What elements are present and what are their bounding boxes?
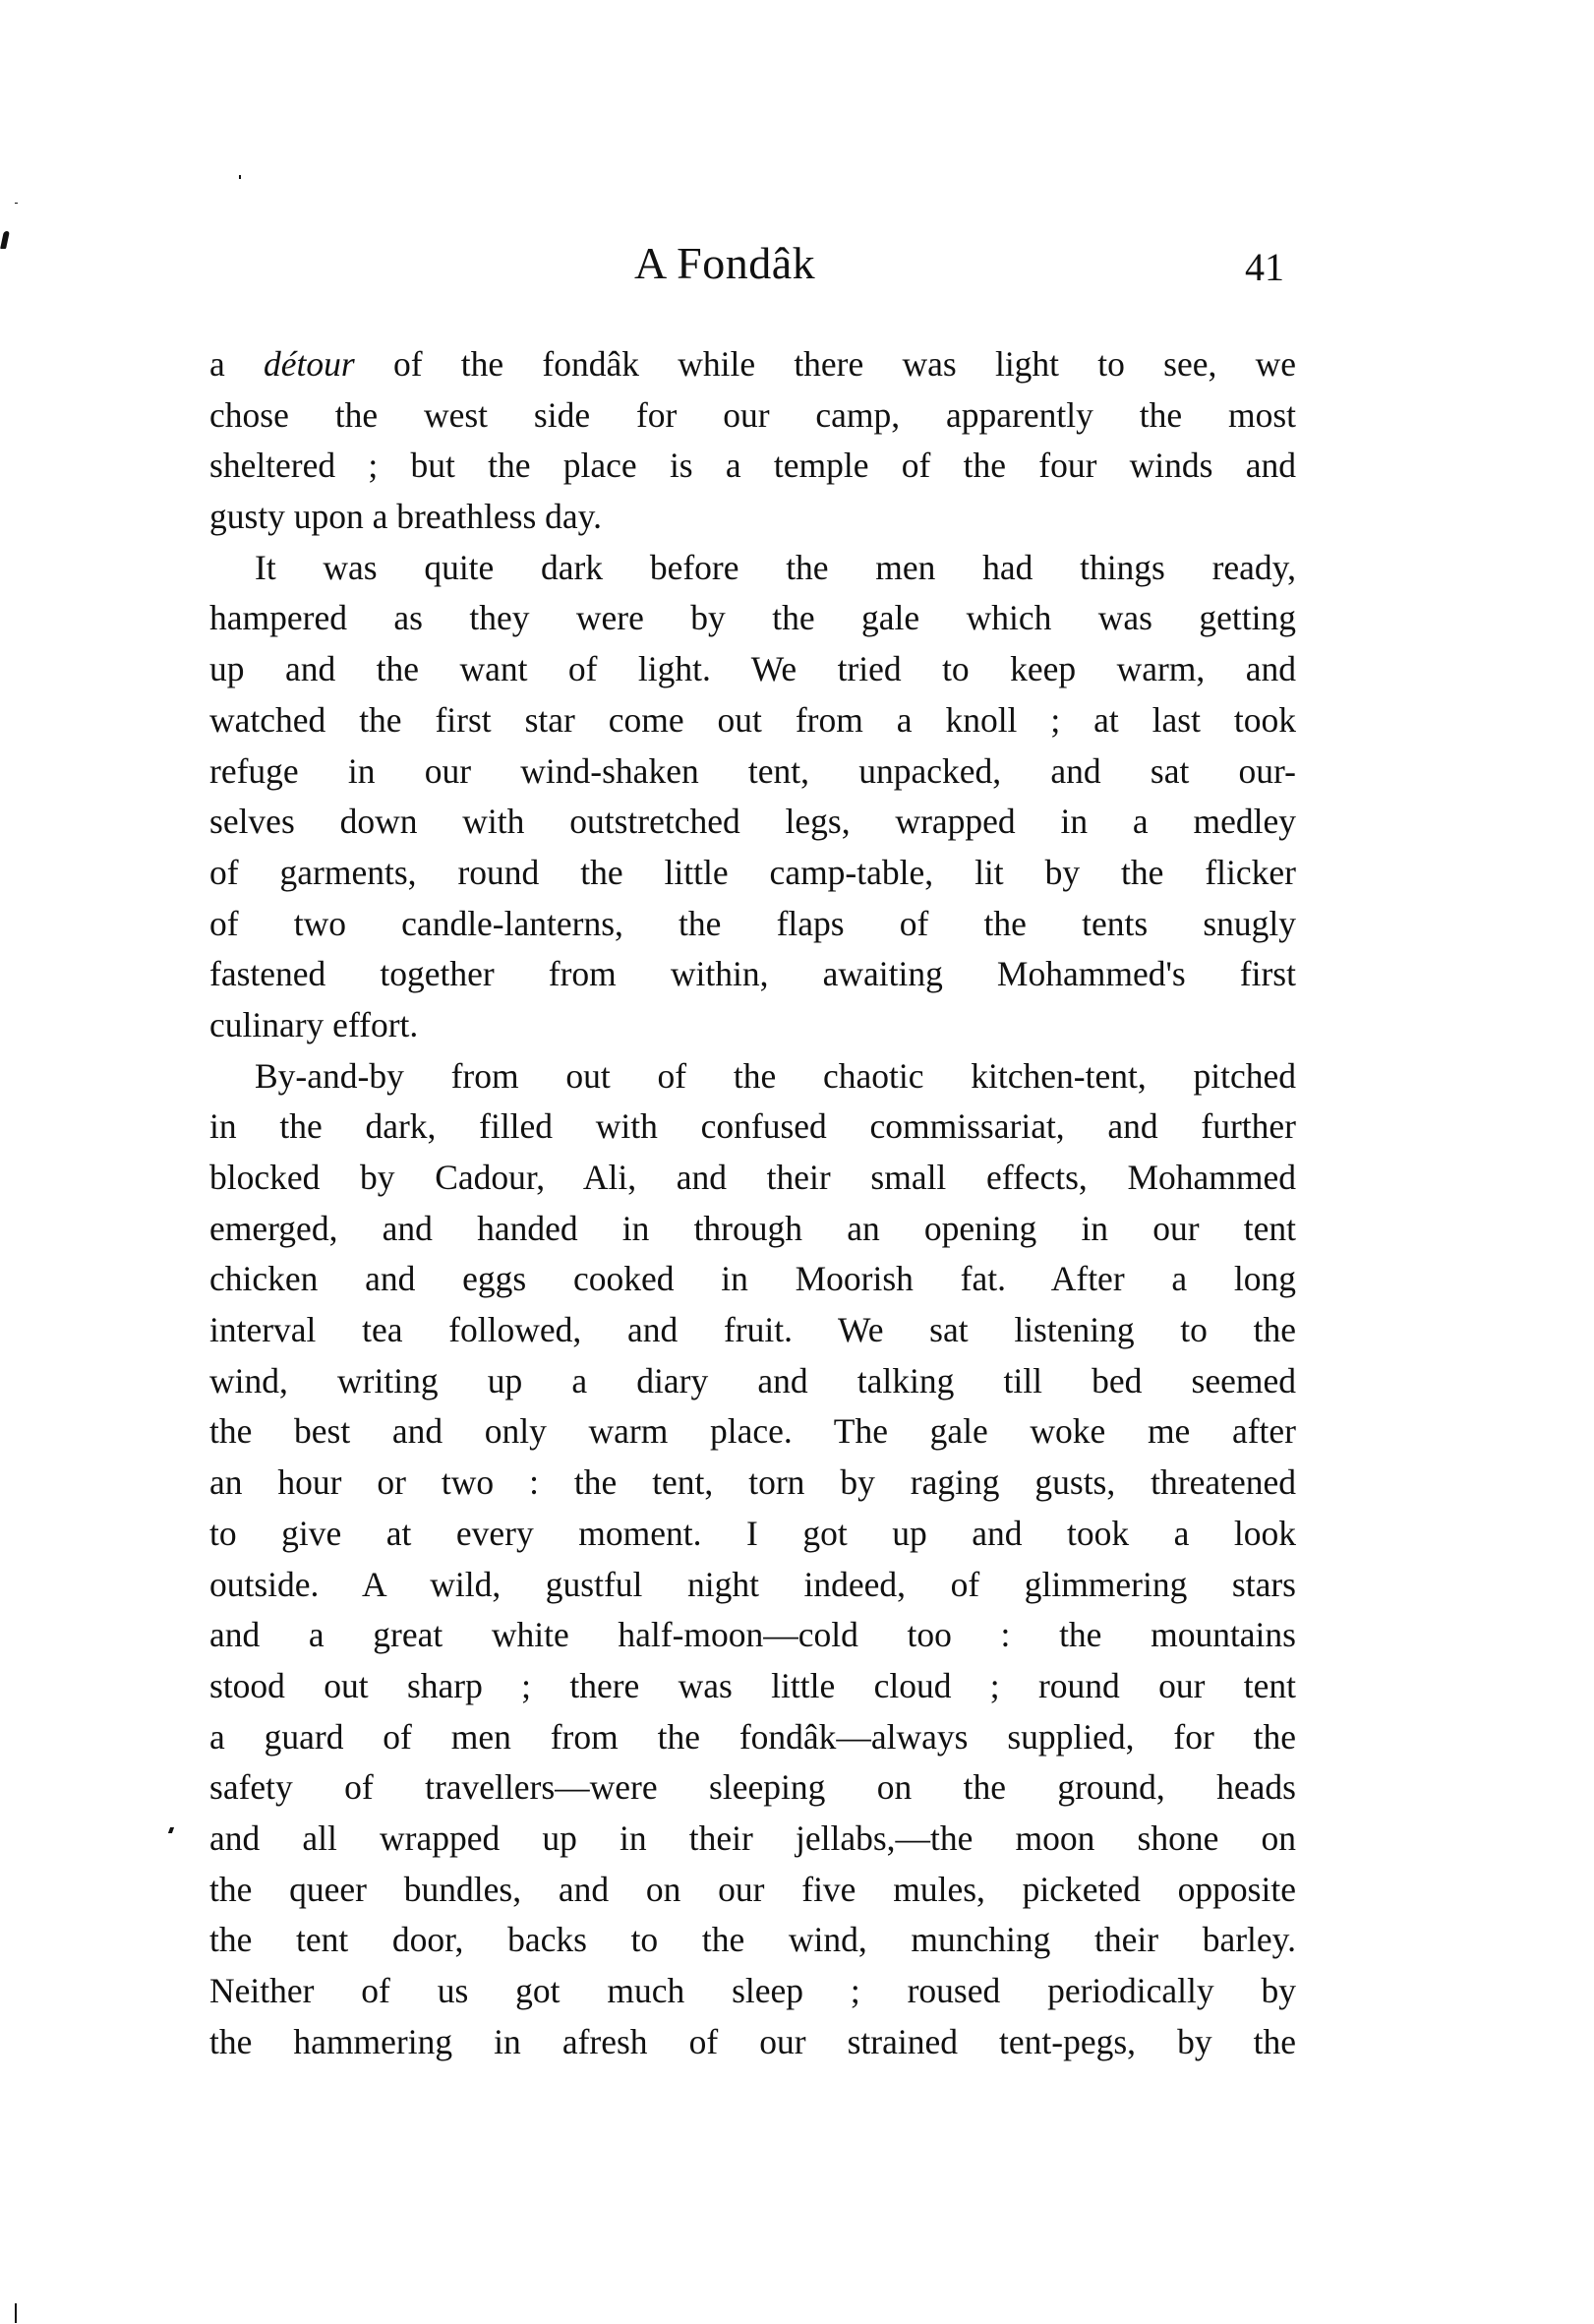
body-text — [209, 339, 1296, 2067]
text-line: gusty upon a breathless day. — [209, 497, 602, 537]
scan-artifact-line — [15, 2303, 17, 2323]
text-line: culinary effort. — [209, 1004, 419, 1044]
text-line: to give at every moment. I got up and took a look — [209, 1513, 1296, 1553]
paragraph — [209, 543, 1296, 1051]
italic-word: détour — [264, 344, 355, 384]
text-line: It was quite dark before the men had things ready, — [255, 547, 1296, 587]
text-line: By-and-by from out of the chaotic kitchen-tent, pitched — [255, 1055, 1296, 1096]
text-line: a détour of the fondâk while there was light to see, we — [209, 344, 1296, 384]
running-head — [209, 234, 1296, 293]
text-line: of two candle-lanterns, the flaps of the tents snugly — [209, 903, 1296, 943]
scan-artifact-mark — [0, 231, 10, 249]
running-title: A Fondâk — [634, 238, 816, 288]
text-line: interval tea followed, and fruit. We sat listening to the — [209, 1310, 1296, 1350]
text-line: the hammering in afresh of our strained tent-pegs, by the — [209, 2021, 1296, 2061]
text-line: in the dark, filled with confused commissariat, and further — [209, 1106, 1296, 1147]
text-line: safety of travellers—were sleeping on the ground, heads — [209, 1767, 1296, 1808]
text-line: a guard of men from the fondâk—always supplied, for the — [209, 1716, 1296, 1757]
text-line: emerged, and handed in through an opening in our tent — [209, 1208, 1296, 1248]
text-line: the queer bundles, and on our five mules, picketed opposite — [209, 1869, 1296, 1909]
paragraph — [209, 1051, 1296, 2068]
text-line: fastened together from within, awaiting Mohammed's first — [209, 954, 1296, 994]
text-line: Neither of us got much sleep ; roused periodically by — [209, 1971, 1296, 2010]
text-line: an hour or two : the tent, torn by raging gusts, threatened — [209, 1462, 1296, 1503]
text-line: selves down with outstretched legs, wrapped in a medley — [209, 802, 1296, 842]
text-line: hampered as they were by the gale which was getting — [209, 598, 1296, 638]
scan-artifact-dot — [239, 175, 241, 179]
scan-artifact-dot — [15, 203, 18, 204]
text-line: of garments, round the little camp-table, lit by the flicker — [209, 852, 1296, 892]
text-line: sheltered ; but the place is a temple of the four winds and — [209, 446, 1296, 486]
text-line: and a great white half-moon—cold too : the mountains — [209, 1615, 1296, 1655]
text-line: the best and only warm place. The gale woke me after — [209, 1411, 1296, 1452]
text-line: outside. A wild, gustful night indeed, of glimmering stars — [209, 1564, 1296, 1604]
text-line: watched the first star come out from a knoll ; at last took — [209, 699, 1296, 740]
text-line: chose the west side for our camp, apparently the most — [209, 394, 1296, 435]
text-line: stood out sharp ; there was little cloud ; round our tent — [209, 1665, 1296, 1705]
paragraph — [209, 339, 1296, 543]
scan-artifact-mark — [168, 1827, 174, 1833]
text-line: up and the want of light. We tried to keep warm, and — [209, 649, 1296, 689]
text-line: refuge in our wind-shaken tent, unpacked, and sat our- — [209, 750, 1296, 791]
page-number: 41 — [1245, 245, 1284, 289]
text-line: wind, writing up a diary and talking till bed seemed — [209, 1360, 1296, 1400]
text-line: blocked by Cadour, Ali, and their small effects, Mohammed — [209, 1158, 1296, 1197]
text-line: and all wrapped up in their jellabs,—the moon shone on — [209, 1817, 1296, 1858]
text-line: the tent door, backs to the wind, munching their barley. — [209, 1920, 1296, 1960]
text-line: chicken and eggs cooked in Moorish fat. After a long — [209, 1259, 1296, 1299]
